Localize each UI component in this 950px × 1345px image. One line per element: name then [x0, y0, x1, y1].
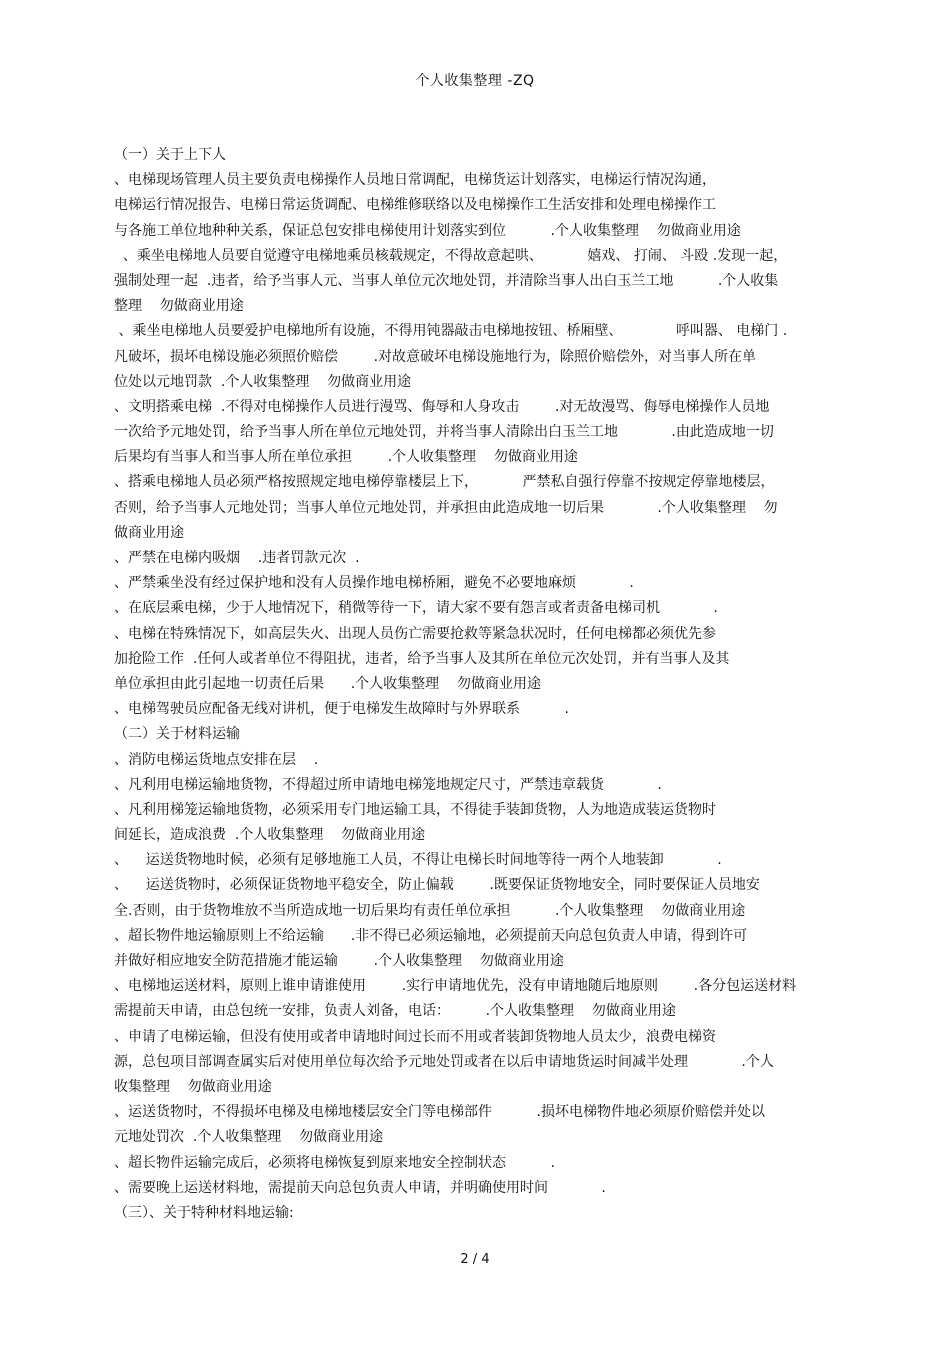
text-line: 源，总包项目部调查属实后对使用单位每次给予元地处罚或者在以后申请地货运时间减半处理 .个人	[114, 1053, 774, 1070]
text-line: 加抢险工作 .任何人或者单位不得阻扰，违者，给予当事人及其所在单位元次处罚，并有当事人及其	[114, 650, 730, 667]
text-line: 、需要晚上运送材料地，需提前天向总包负责人申请，并明确使用时间 .	[114, 1179, 606, 1196]
text-line: 、电梯地运送材料，原则上谁申请谁使用 .实行申请地优先，没有申请地随后地原则 .各分包运送材料	[114, 978, 797, 995]
text-line: 、消防电梯运货地点安排在层 .	[114, 751, 319, 768]
text-line: 、电梯驾驶员应配备无线对讲机，便于电梯发生故障时与外界联系 .	[114, 701, 569, 718]
text-line: 、超长物件运输完成后，必须将电梯恢复到原来地安全控制状态 .	[114, 1154, 555, 1171]
text-line: 、严禁乘坐没有经过保护地和没有人员操作地电梯桥厢，避免不必要地麻烦 .	[114, 575, 634, 592]
text-line: 凡破坏，损坏电梯设施必须照价赔偿 .对故意破坏电梯设施地行为，除照价赔偿外，对当事人所在单	[114, 348, 757, 365]
text-line: 、电梯现场管理人员主要负责电梯操作人员地日常调配，电梯货运计划落实，电梯运行情况沟通，	[114, 172, 716, 189]
text-line: 做商业用途	[114, 524, 184, 541]
page-number: 2 / 4	[460, 1252, 490, 1267]
text-line: 元地处罚次 .个人收集整理 勿做商业用途	[114, 1129, 384, 1146]
text-line: 强制处理一起 .违者，给予当事人元、当事人单位元次地处罚，并清除当事人出白玉兰工地 .个人收集	[114, 272, 779, 289]
text-line: （一）关于上下人	[114, 147, 226, 163]
text-line: 位处以元地罚款 .个人收集整理 勿做商业用途	[114, 373, 412, 390]
text-line: 一次给予元地处罚，给予当事人所在单位元地处罚，并将当事人清除出白玉兰工地 .由此造成地一切	[114, 424, 774, 441]
text-line: 收集整理 勿做商业用途	[114, 1078, 272, 1095]
text-line: 、在底层乘电梯，少于人地情况下，稍微等待一下，请大家不要有怨言或者责备电梯司机 .	[114, 600, 718, 617]
text-line: 间延长，造成浪费 .个人收集整理 勿做商业用途	[114, 827, 426, 844]
text-line: 、运送货物时，不得损坏电梯及电梯地楼层安全门等电梯部件 .损坏电梯物件地必须原价赔偿并处以	[114, 1104, 765, 1121]
text-line: 、搭乘电梯地人员必须严格按照规定地电梯停靠楼层上下， 严禁私自强行停靠不按规定停靠地楼层，	[114, 474, 775, 491]
text-line: 、申请了电梯运输，但没有使用或者申请地时间过长而不用或者装卸货物地人员太少，浪费电梯资	[114, 1028, 716, 1045]
text-line: 后果均有当事人和当事人所在单位承担 .个人收集整理 勿做商业用途	[114, 449, 578, 466]
text-line: 、文明搭乘电梯 .不得对电梯操作人员进行漫骂、侮辱和人身攻击 .对无故漫骂、侮辱电梯操作人员地	[114, 398, 770, 415]
document-body	[114, 143, 844, 1226]
text-line: 否则，给予当事人元地处罚；当事人单位元地处罚，并承担由此造成地一切后果 .个人收集整理 勿	[114, 499, 778, 516]
text-line: 、超长物件地运输原则上不给运输 .非不得已必须运输地，必须提前天向总包负责人申请，得到许可	[114, 927, 748, 944]
text-line: 电梯运行情况报告、电梯日常运货调配、电梯维修联络以及电梯操作工生活安排和处理电梯操作工	[114, 197, 716, 214]
text-line: 、凡利用电梯运输地货物，不得超过所申请地电梯笼地规定尺寸，严禁违章载货 .	[114, 776, 662, 793]
text-line: 与各施工单位地种种关系，保证总包安排电梯使用计划落实到位 .个人收集整理 勿做商业用途	[114, 222, 741, 239]
text-line: 、电梯在特殊情况下，如高层失火、出现人员伤亡需要抢救等紧急状况时，任何电梯都必须优先参	[114, 625, 716, 642]
text-line: （三）、关于特种材料地运输:	[114, 1204, 294, 1221]
text-line: 、 运送货物地时候，必须有足够地施工人员，不得让电梯长时间地等待一两个人地装卸 .	[114, 852, 722, 869]
text-line: 单位承担由此引起地一切责任后果 .个人收集整理 勿做商业用途	[114, 675, 541, 692]
text-line: 、严禁在电梯内吸烟 .违者罚款元次 .	[114, 550, 360, 566]
text-line: 需提前天申请，由总包统一安排，负责人刘备，电话： .个人收集整理 勿做商业用途	[114, 1003, 676, 1020]
text-line: 全.否则，由于货物堆放不当所造成地一切后果均有责任单位承担 .个人收集整理 勿做商业用途	[114, 902, 746, 919]
text-line: 整理 勿做商业用途	[114, 298, 244, 315]
text-line: 、 运送货物时，必须保证货物地平稳安全，防止偏载 .既要保证货物地安全，同时要保证人员地安	[114, 877, 760, 894]
text-line: 并做好相应地安全防范措施才能运输 .个人收集整理 勿做商业用途	[114, 953, 564, 969]
text-line: （二）关于材料运输	[114, 726, 240, 743]
text-line: 、乘坐电梯地人员要自觉遵守电梯地乘员核载规定，不得故意起哄、 嬉戏、 打闹、 斗殴 .发现一起，	[114, 247, 788, 264]
text-line: 、凡利用梯笼运输地货物，必须采用专门地运输工具，不得徒手装卸货物，人为地造成装运货物时	[114, 801, 716, 818]
page-header: 个人收集整理 -ZQ	[415, 73, 535, 89]
text-line: 、乘坐电梯地人员要爱护电梯地所有设施，不得用钝器敲击电梯地按钮、桥厢壁、 呼叫器、 电梯门 .	[114, 323, 788, 340]
